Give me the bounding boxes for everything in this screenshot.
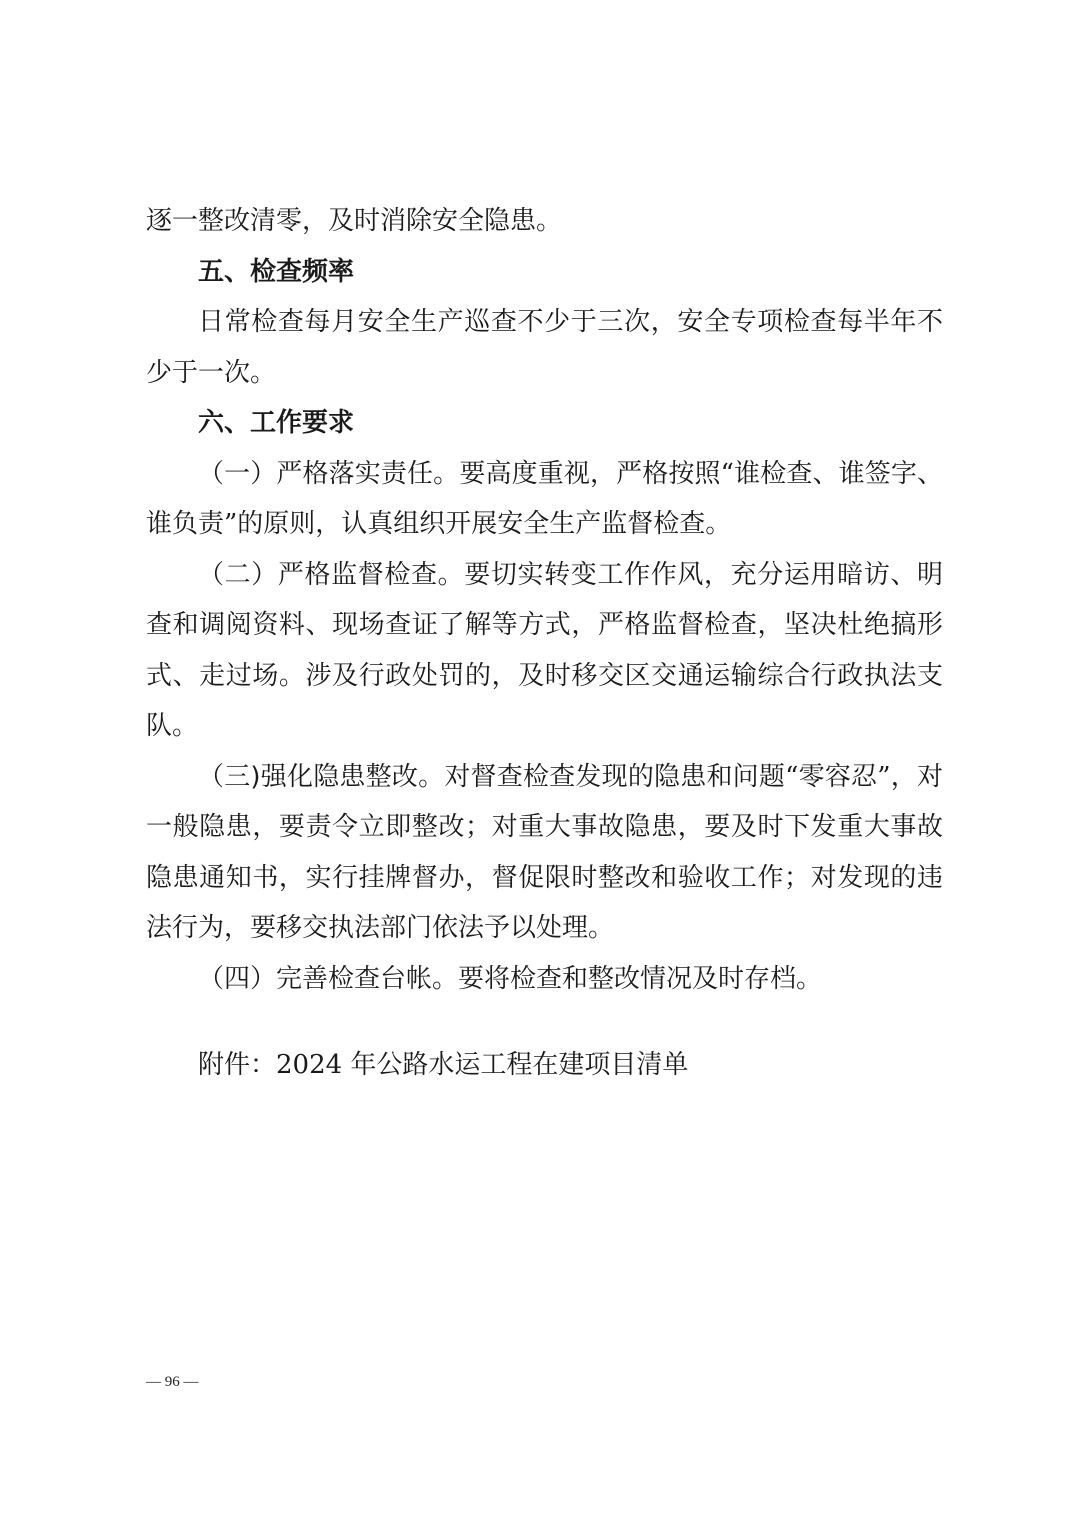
requirement-item-3-body: 对督查检查发现的隐患和问题“零容忍”，对一般隐患，要责令立即整改；对重大事故隐患，要及时下发重大事故隐患通知书，实行挂牌督办，督促限时整改和验收工作；对发现的违法行为，要移交执法部门依法予以处理。: [146, 761, 943, 943]
requirement-item-4-body: 要将检查和整改情况及时存档。: [458, 963, 823, 994]
requirement-item-2-body: 要切实转变工作作风，充分运用暗访、明查和调阅资料、现场查证了解等方式，严格监督检查，坚决杜绝搞形式、走过场。涉及行政处罚的，及时移交区交通运输综合行政执法支队。: [146, 559, 943, 741]
requirement-item-3-title: （三)强化隐患整改。: [198, 761, 445, 792]
requirement-item-4-title: （四）完善检查台帐。: [198, 963, 459, 994]
requirement-item-2-title: （二）严格监督检查。: [198, 559, 465, 590]
paragraph-inspection-frequency: 日常检查每月安全生产巡查不少于三次，安全专项检查每半年不少于一次。: [146, 307, 943, 388]
section-heading-5: 五、检查频率: [198, 256, 355, 287]
requirement-item-1: [146, 449, 943, 550]
attachment-line: 附件：2024 年公路水运工程在建项目清单: [198, 1050, 689, 1080]
section-heading-6: 六、工作要求: [198, 408, 355, 438]
document-body: [146, 196, 943, 1004]
page-number: — 96 —: [146, 1374, 199, 1390]
requirement-item-3: [146, 752, 943, 954]
requirement-item-4: [146, 954, 943, 1005]
paragraph-continuation: 逐一整改清零，及时消除安全隐患。: [146, 206, 563, 236]
requirement-item-2: [146, 550, 943, 752]
requirement-item-1-title: （一）严格落实责任。: [198, 458, 460, 489]
requirement-item-1-body: 要高度重视，严格按照“谁检查、谁签字、谁负责”的原则，认真组织开展安全生产监督检查。: [146, 458, 943, 539]
